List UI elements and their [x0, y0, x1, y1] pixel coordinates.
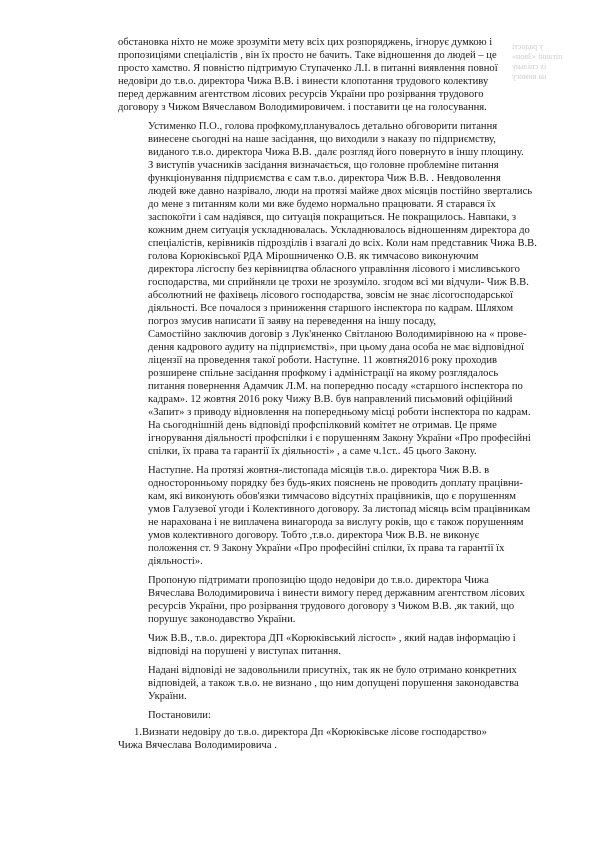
text-line: діяльності. Все почалося з приниження старшого інспектора по кадрам. Шляхом [148, 303, 514, 314]
paragraph-chyzh [118, 632, 540, 658]
text-line: заспокоїти і сам надіявся, що ситуація покращиться. Не покращилось. Навпаки, з [148, 212, 517, 223]
text-line: діяльності». [148, 556, 203, 567]
text-line: Самостійно заключив договір з Лук'яненко Світланою Володимирівною на « прове- [148, 329, 527, 340]
text-line: обстановка ніхто не може зрозуміти мету всіх цих розпоряджень, ігнорує думкою і [118, 37, 493, 48]
bleed-through-text [512, 42, 598, 88]
text-line: умов колективного договору. Тобто ,т.в.о. директора Чиж В.В. не виконує [148, 530, 480, 541]
text-line: Пропоную підтримати пропозицію щодо недовіри до т.в.о. директора Чижа [148, 575, 489, 586]
text-line: Чиж В.В., т.в.о. директора ДП «Корюківський лісгосп» , який надав інформацію і [148, 633, 516, 644]
text-line: положення ст. 9 Закону України «Про професійні спілки, їх права та гарантії їх [148, 543, 505, 554]
text-line: абсолютний не фахівець лісового господарства, зовсім не знає лісогосподарської [148, 290, 514, 301]
paragraph-next [118, 464, 540, 568]
text-line: договору з Чижом Вячеславом Володимировичем. і поставити це на голосування. [118, 102, 487, 113]
text-line: голова Корюківської РДА Мірошниченко О.В. як тимчасово виконуючим [148, 251, 479, 262]
text-line: На сьогоднішній день відповіді профспілковий комітет не отримав. Це пряме [148, 420, 497, 431]
text-line: Вячеслава Володимировича і винести вимогу перед державним агентством лісових [148, 588, 525, 599]
text-line: З виступів учасників засідання визначається, що головне проблеміне питання [148, 160, 499, 171]
text-line: господарства, ми сприйняли це трохи не зрозуміло. згодом всі ми відчули- Чиж В.В. [148, 277, 529, 288]
text-line: просто хамство. Я повністю підтримую Ступаченко Л.І. в питанні виявлення повної [118, 63, 498, 74]
bleed-through-line: пітанні «Звон» [512, 52, 563, 61]
resolution-heading: Постановили: [148, 710, 211, 721]
resolution-line: Чижа Вячеслава Володимировича . [118, 740, 277, 751]
paragraph-ustymenko [118, 120, 540, 458]
text-line: кожним днем ситуація ускладнювалась. Ускладнювалось відношенням директора до [148, 225, 530, 236]
text-line: виданого т.в.о. директора Чижа В.В. ,далє розгляд його повернуто в іншу площину. [148, 147, 524, 158]
text-line: порушує законодавство України. [148, 614, 296, 625]
text-line: України. [148, 691, 187, 702]
text-line: спілки, їх права та гарантії їх діяльності» , а саме ч.1ст.. 45 цього Закону. [148, 446, 477, 457]
text-line: кам, які виконують обов'язки тимчасово відсутніх працівників, що є порушенням [148, 491, 516, 502]
text-line: питання повернення Адамчик Л.М. на попередню посаду «старшого інспектора по [148, 381, 523, 392]
text-line: директора лісгоспу без керівництва обласного управління лісового і мисливського [148, 264, 520, 275]
resolution-block [118, 726, 540, 752]
text-line: Надані відповіді не задовольнили присутніх, так як не було отримано конкретних [148, 665, 517, 676]
bleed-through-line: у радості [512, 42, 544, 51]
text-line: ресурсів України, про розірвання трудового договору з Чижом В.В. ,як такий, що [148, 601, 515, 612]
text-line: пропозиціями спеціалістів , він їх просто не бачить. Таке відношення до людей – це [118, 50, 497, 61]
resolution-line: 1.Визнати недовіру до т.в.о. директора Дп «Корюківське лісове господарство» [134, 727, 487, 738]
text-line: дення кадрового аудиту на підприємстві», при цьому дана особа не має відповідної [148, 342, 524, 353]
text-line: Наступне. На протязі жовтня-листопада місяців т.в.о. директора Чиж В.В. в [148, 465, 490, 476]
paragraph-propose [118, 574, 540, 626]
text-line: ігнорування діяльності профспілки і є порушенням Закону України «Про професійні [148, 433, 531, 444]
text-line: перед державним агентством лісових ресурсів України про розірвання трудового [118, 89, 484, 100]
text-line: умов Галузевої угоди і Колективного договору. За листопад місяць всім працівникам [148, 504, 531, 515]
text-line: людей вже давно назрівало, люди на протязі майже двох місяців постійно звертались [148, 186, 533, 197]
text-line: розширене спільне засідання профкому і адміністрації на якому розглядалось [148, 368, 499, 379]
text-line: кадрам». 12 жовтня 2016 року Чижу В.В. був направлений письмовий офіційний [148, 394, 513, 405]
text-line: односторонньому порядку без будь-яких пояснень не проводить доплату працівни- [148, 478, 523, 489]
text-line: функціонування підприємства є сам т.в.о. директора Чиж В.В. . Невдоволення [148, 173, 501, 184]
text-line: відповідей, а також т.в.о. не визнано , що ним допущені порушення законодавства [148, 678, 519, 689]
text-line: Устименко П.О., голова профкому,планувалось детально обговорити питання [148, 121, 498, 132]
text-line: відповіді на порушені у виступах питання. [148, 646, 341, 657]
paragraph-intro [118, 36, 540, 114]
text-line: «Запит» з приводу відновлення на попередньому місці роботи інспектора по кадрам. [148, 407, 531, 418]
document-body [118, 36, 540, 703]
text-line: ліцензії на проведення такої роботи. Наступне. 11 жовтня2016 року проходив [148, 355, 498, 366]
text-line: винесене сьогодні на наше засідання, що виходили з наказу по підприємству, [148, 134, 496, 145]
text-line: недовіри до т.в.о. директора Чижа В.В. і винести клопотання трудового колективу [118, 76, 489, 87]
text-line: спеціалістів, керівників підрозділів і взагалі до всіх. Коли нам представник Чижа В.В. [148, 238, 537, 249]
text-line: не нарахована і не виплачена винагорода за вислугу років, що є також порушенням [148, 517, 524, 528]
bleed-through-line: іх спільну [512, 62, 547, 71]
text-line: погроз змусив написати її заяву на переведення на іншу посаду, [148, 316, 437, 327]
paragraph-answers [118, 664, 540, 703]
text-line: до мене з питанням коли ми вже будемо нормально працювати. Я старався їх [148, 199, 496, 210]
bleed-through-line: на вимогу [512, 72, 547, 81]
